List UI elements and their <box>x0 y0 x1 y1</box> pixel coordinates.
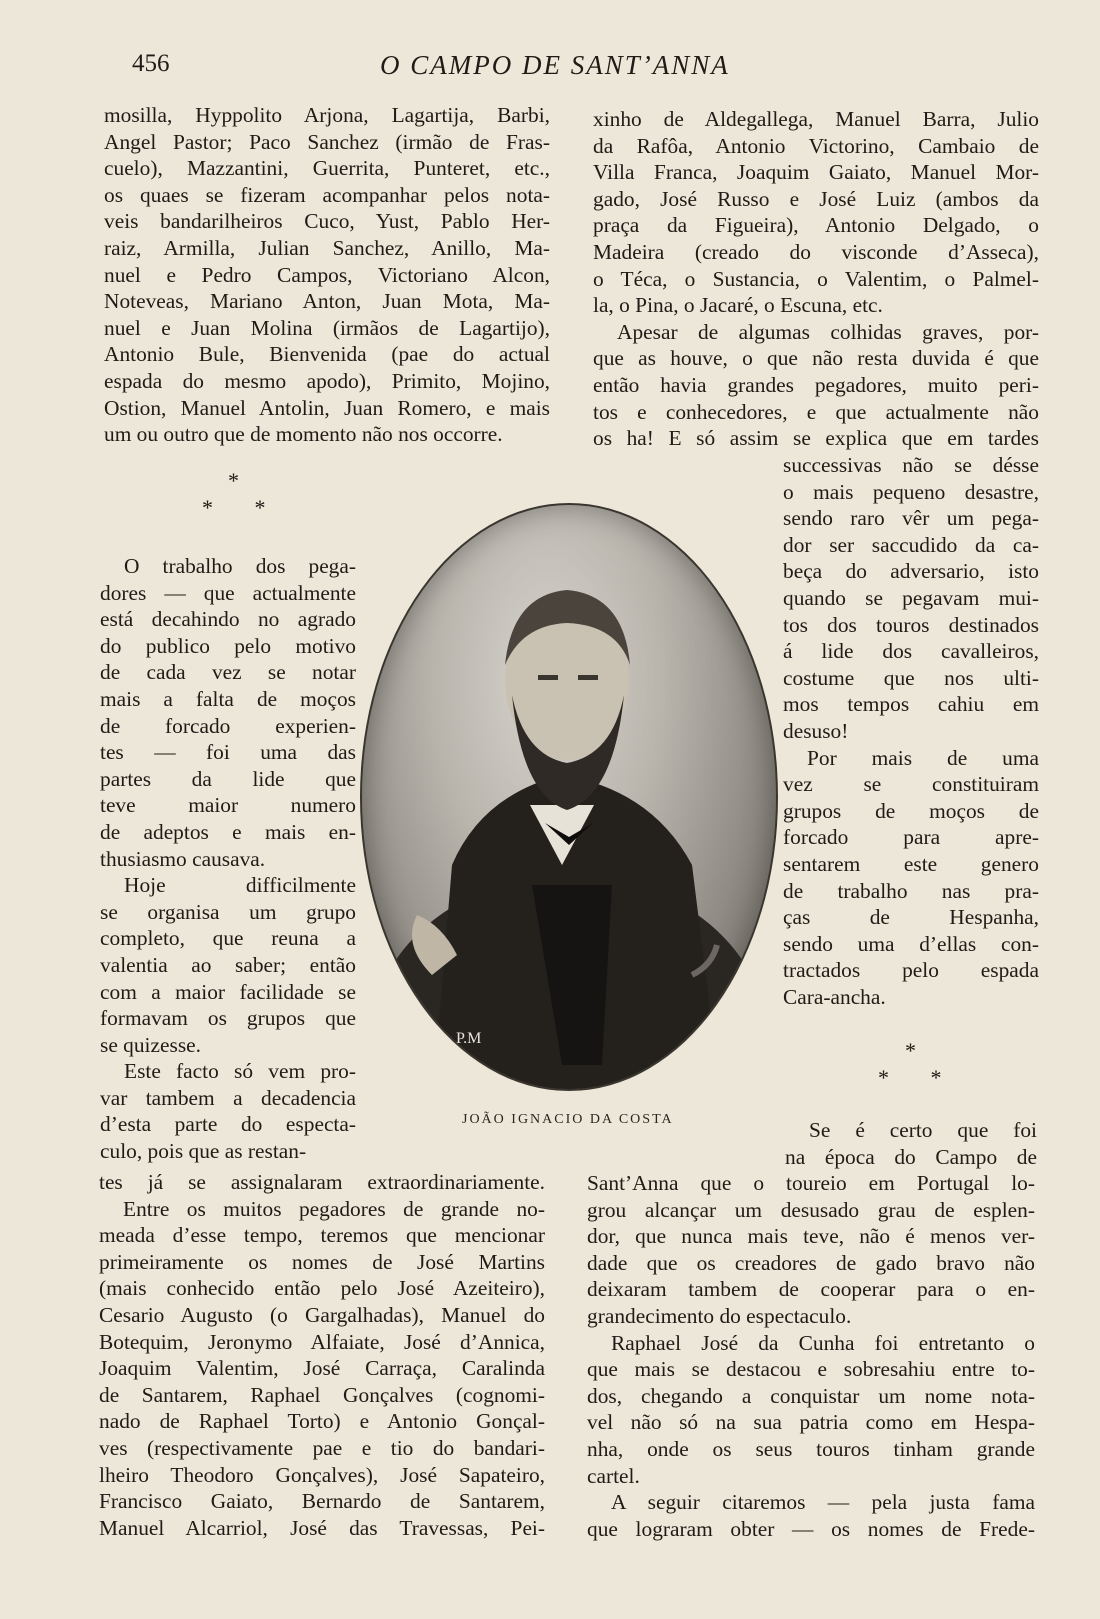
text-line: dores — que actualmente <box>100 580 356 605</box>
running-title: O CAMPO DE SANT’ANNA <box>380 50 730 80</box>
text-line: Entre os muitos pegadores de grande no- <box>123 1196 545 1221</box>
text-line: do publico pelo motivo <box>100 633 356 658</box>
text-line: Antonio Bule, Bienvenida (pae do actual <box>104 342 550 367</box>
right-column-wrapped-text <box>783 452 1039 1010</box>
text-line: Hoje difficilmente <box>124 873 356 898</box>
section-ornament: * * <box>878 1065 960 1090</box>
text-line: está decahindo no agrado <box>100 607 356 632</box>
text-line: Manuel Alcarriol, José das Travessas, Pei- <box>99 1515 545 1540</box>
text-line: Se é certo que foi <box>809 1118 1037 1142</box>
text-line: á lide dos cavalleiros, <box>783 639 1039 664</box>
text-line: vel não só na sua patria como em Hespa- <box>587 1410 1035 1435</box>
text-line: o mais pequeno desastre, <box>783 479 1039 504</box>
text-line: Noteveas, Mariano Anton, Juan Mota, Ma- <box>104 289 550 314</box>
text-line: na época do Campo de <box>785 1144 1037 1169</box>
section-ornament: * * <box>202 495 284 520</box>
text-line: tos dos touros destinados <box>783 612 1039 637</box>
text-line: dade que os creadores de gado bravo não <box>587 1250 1035 1275</box>
right-column-top-text <box>593 106 1039 452</box>
text-line: então havia grandes pegadores, muito peri- <box>593 372 1039 397</box>
text-line: tos e conhecedores, e que actualmente não <box>593 399 1039 424</box>
text-line: de cada vez se notar <box>100 660 356 685</box>
text-line: (mais conhecido então pelo José Azeiteiro), <box>99 1276 545 1301</box>
text-line: de trabalho nas pra- <box>783 878 1039 903</box>
text-line: tes — foi uma das <box>100 740 356 765</box>
text-line: Este facto só vem pro- <box>124 1059 356 1084</box>
section-ornament: * <box>905 1038 934 1063</box>
text-line: praça da Figueira), Antonio Delgado, o <box>593 213 1039 238</box>
text-line: nuel e Pedro Campos, Victoriano Alcon, <box>104 262 550 287</box>
text-line: nuel e Juan Molina (irmãos de Lagartijo), <box>104 315 550 340</box>
text-line: nha, onde os seus touros tinham grande <box>587 1436 1035 1461</box>
text-line: sentarem este genero <box>783 851 1039 876</box>
text-line: vez se constituiram <box>783 772 1039 797</box>
text-line: que as houve, o que não resta duvida é que <box>593 346 1039 371</box>
text-line: Madeira (creado do visconde d’Asseca), <box>593 239 1039 264</box>
text-line: ves (respectivamente pae e tio do bandari- <box>99 1435 545 1460</box>
text-line: grou alcançar um desusado grau de esplen- <box>587 1197 1035 1222</box>
text-line: successivas não se désse <box>783 453 1039 477</box>
text-line: Raphael José da Cunha foi entretanto o <box>611 1330 1035 1355</box>
page-number: 456 <box>132 50 170 77</box>
text-line: var tambem a decadencia <box>100 1085 356 1110</box>
text-line: dor, que nunca mais teve, não é menos ver- <box>587 1224 1035 1249</box>
text-line: Angel Pastor; Paco Sanchez (irmão de Fras- <box>104 129 550 154</box>
text-line: desuso! <box>783 718 849 743</box>
right-column-bottom-text <box>587 1170 1035 1542</box>
portrait-caption: JOÃO IGNACIO DA COSTA <box>462 1112 674 1127</box>
text-line: o Téca, o Sustancia, o Valentim, o Palmel- <box>593 266 1039 291</box>
right-column-section-start <box>785 1117 1037 1170</box>
text-line: valentia ao saber; então <box>100 952 356 977</box>
text-line: veis bandarilheiros Cuco, Yust, Pablo Her- <box>104 209 550 234</box>
text-line: de Santarem, Raphael Gonçalves (cognomi- <box>99 1382 545 1407</box>
text-line: sendo uma d’ellas con- <box>783 931 1039 956</box>
text-line: primeiramente os nomes de José Martins <box>99 1249 545 1274</box>
left-column-bottom-text <box>99 1169 545 1541</box>
text-line: mosilla, Hyppolito Arjona, Lagartija, Barbi, <box>104 103 550 127</box>
text-line: deixaram tambem de cooperar para o en- <box>587 1277 1035 1302</box>
text-line: da Rafôa, Antonio Victorino, Cambaio de <box>593 133 1039 158</box>
text-line: mos tempos cahiu em <box>783 692 1039 717</box>
text-line: tes já se assignalaram extraordinariamente. <box>99 1170 545 1194</box>
photographer-monogram: P.M <box>456 1030 482 1047</box>
text-line: mais a falta de moços <box>100 686 356 711</box>
text-line: cuelo), Mazzantini, Guerrita, Punteret, etc., <box>104 156 550 181</box>
text-line: d’esta parte do especta- <box>100 1112 356 1137</box>
text-line: com a maior facilidade se <box>100 979 356 1004</box>
text-line: completo, que reuna a <box>100 926 356 951</box>
text-line: Ostion, Manuel Antolin, Juan Romero, e mais <box>104 395 550 420</box>
text-line: dor ser saccudido da ca- <box>783 532 1039 557</box>
text-line: cartel. <box>587 1463 640 1488</box>
text-line: partes da lide que <box>100 766 356 791</box>
text-line: ças de Hespanha, <box>783 905 1039 930</box>
text-line: espada do mesmo apodo), Primito, Mojino, <box>104 368 550 393</box>
left-column-wrapped-text <box>100 553 356 1165</box>
text-line: Joaquim Valentim, José Carraça, Caralinda <box>99 1356 545 1381</box>
text-line: se quizesse. <box>100 1032 201 1057</box>
text-line: costume que nos ulti- <box>783 665 1039 690</box>
text-line: tractados pelo espada <box>783 958 1039 983</box>
left-column-top-text <box>104 102 550 448</box>
text-line: raiz, Armilla, Julian Sanchez, Anillo, Ma- <box>104 235 550 260</box>
text-line: Botequim, Jeronymo Alfaiate, José d’Annica, <box>99 1329 545 1354</box>
text-line: Francisco Gaiato, Bernardo de Santarem, <box>99 1489 545 1514</box>
text-line: Cara-ancha. <box>783 984 886 1009</box>
text-line: Villa Franca, Joaquim Gaiato, Manuel Mor- <box>593 160 1039 185</box>
text-line: gado, José Russo e José Luiz (ambos da <box>593 186 1039 211</box>
text-line: Sant’Anna que o toureio em Portugal lo- <box>587 1171 1035 1195</box>
text-line: de adeptos e mais en- <box>100 819 356 844</box>
text-line: formavam os grupos que <box>100 1006 356 1031</box>
text-line: O trabalho dos pega- <box>124 554 356 578</box>
text-line: Apesar de algumas colhidas graves, por- <box>617 319 1039 344</box>
text-line: um ou outro que de momento não nos occorre. <box>104 422 503 447</box>
text-line: nado de Raphael Torto) e Antonio Gonçal- <box>99 1409 545 1434</box>
text-line: Por mais de uma <box>807 745 1039 770</box>
oval-portrait-photo <box>360 503 778 1091</box>
section-ornament: * <box>228 468 257 493</box>
text-line: teve maior numero <box>100 793 356 818</box>
text-line: se organisa um grupo <box>100 899 356 924</box>
text-line: grandecimento do espectaculo. <box>587 1303 852 1328</box>
text-line: os ha! E só assim se explica que em tardes <box>593 426 1039 451</box>
text-line: la, o Pina, o Jacaré, o Escuna, etc. <box>593 293 883 318</box>
text-line: lheiro Theodoro Gonçalves), José Sapateiro, <box>99 1462 545 1487</box>
text-line: de forcado experien- <box>100 713 356 738</box>
text-line: quando se pegavam mui- <box>783 585 1039 610</box>
text-line: os quaes se fizeram acompanhar pelos nota- <box>104 182 550 207</box>
text-line: culo, pois que as restan- <box>100 1139 307 1164</box>
text-line: forcado para apre- <box>783 825 1039 850</box>
text-line: que lograram obter — os nomes de Frede- <box>587 1516 1035 1541</box>
text-line: sendo raro vêr um pega- <box>783 506 1039 531</box>
text-line: que mais se destacou e sobresahiu entre to- <box>587 1357 1035 1382</box>
text-line: Cesario Augusto (o Gargalhadas), Manuel do <box>99 1302 545 1327</box>
portrait-illustration <box>362 505 776 1089</box>
text-line: grupos de moços de <box>783 798 1039 823</box>
text-line: xinho de Aldegallega, Manuel Barra, Julio <box>593 107 1039 131</box>
text-line: beça do adversario, isto <box>783 559 1039 584</box>
text-line: dos, chegando a conquistar um nome nota- <box>587 1383 1035 1408</box>
text-line: meada d’esse tempo, teremos que mencionar <box>99 1223 545 1248</box>
text-line: A seguir citaremos — pela justa fama <box>611 1490 1035 1515</box>
text-line: thusiasmo causava. <box>100 846 266 871</box>
